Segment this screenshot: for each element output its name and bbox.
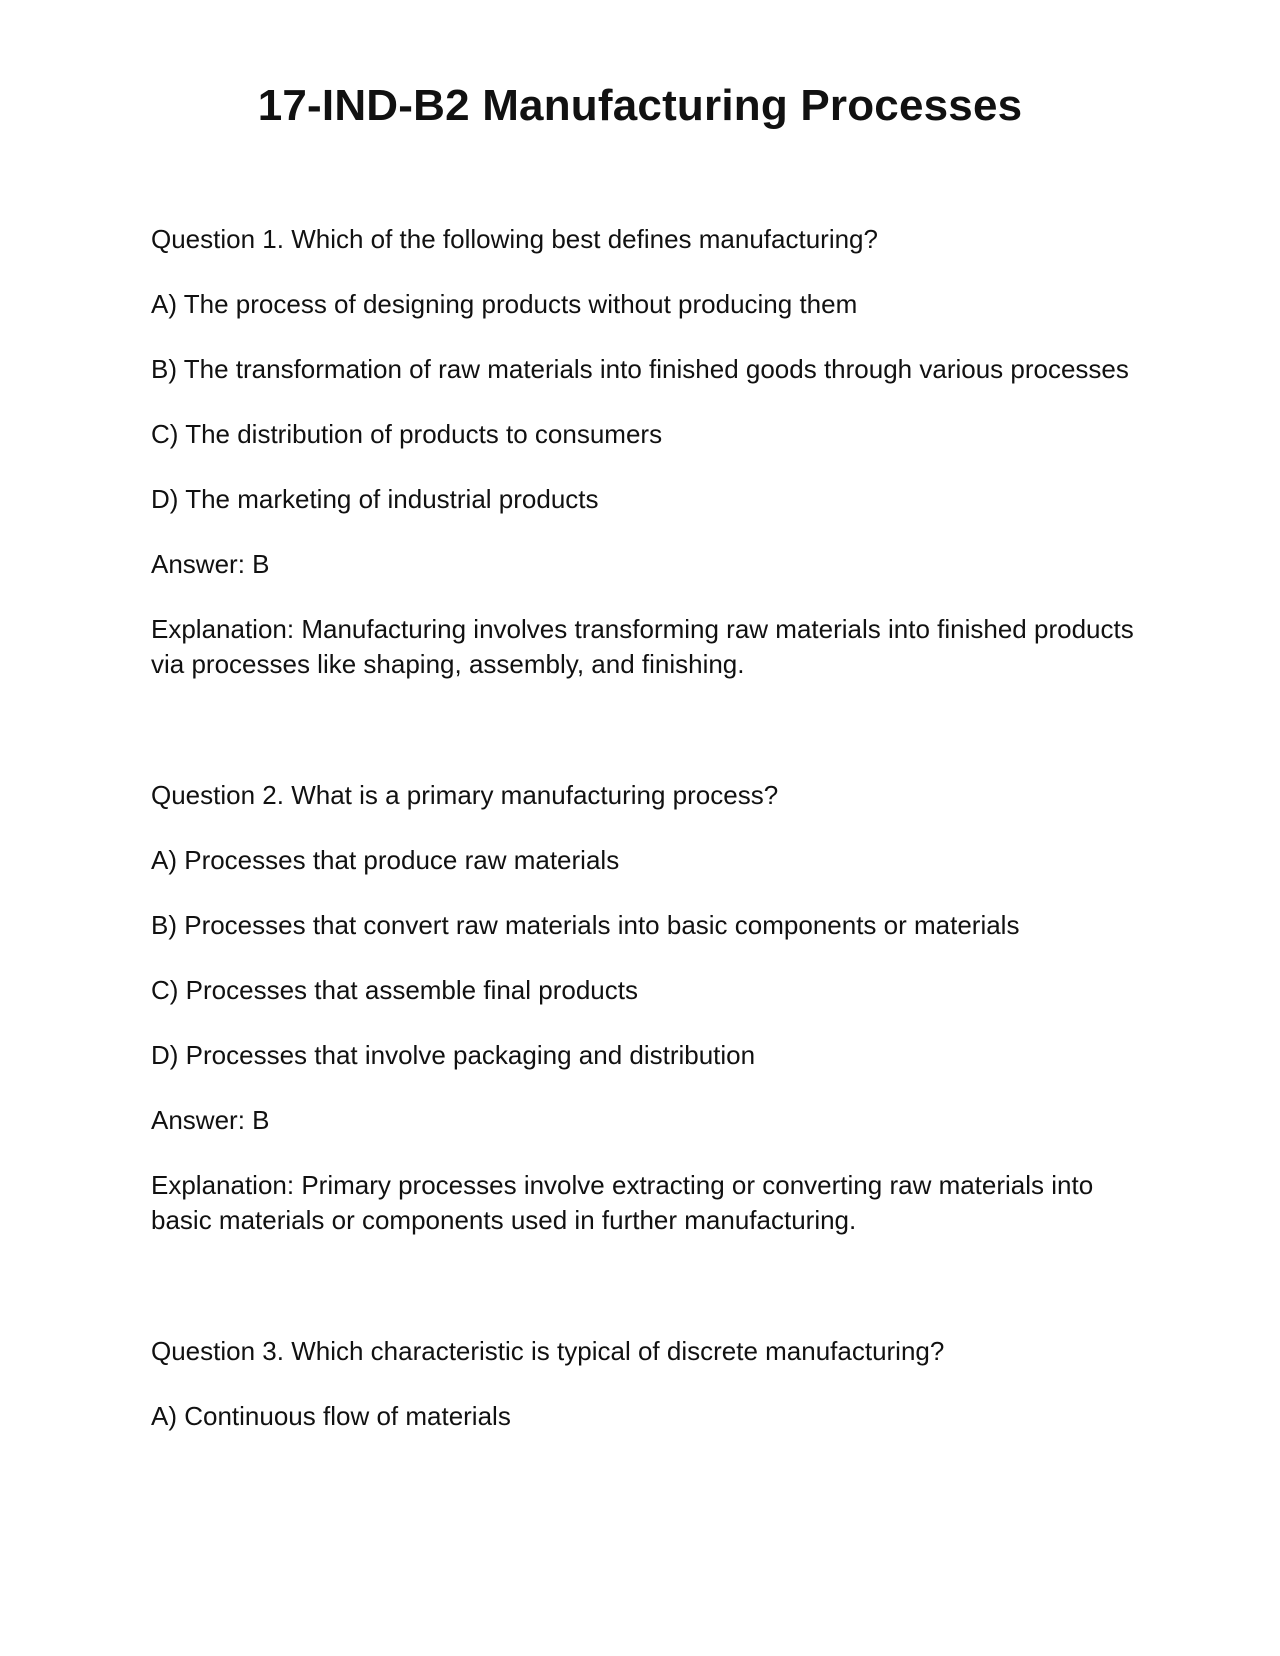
answer-key: Answer: B <box>151 1105 270 1135</box>
answer-option: A) Continuous flow of materials <box>151 1401 511 1431</box>
explanation-text: Explanation: Manufacturing involves transforming raw materials into finished products via processes like shaping, assembly, and finishing. <box>151 614 1134 679</box>
document-title: 17-IND-B2 Manufacturing Processes <box>257 81 1023 130</box>
document-body <box>151 222 1151 1464</box>
answer-option: A) Processes that produce raw materials <box>151 845 620 875</box>
answer-option: D) Processes that involve packaging and distribution <box>151 1040 756 1070</box>
explanation-text: Explanation: Primary processes involve extracting or converting raw materials into basic materials or components used in further manufacturing. <box>151 1170 1094 1235</box>
answer-option: D) The marketing of industrial products <box>151 484 599 514</box>
answer-option: B) Processes that convert raw materials into basic components or materials <box>151 910 1020 940</box>
question-block <box>151 778 1151 1238</box>
question-block <box>151 1334 1151 1434</box>
question-prompt: Question 3. Which characteristic is typical of discrete manufacturing? <box>151 1336 945 1366</box>
answer-option: C) The distribution of products to consumers <box>151 419 663 449</box>
answer-option: C) Processes that assemble final products <box>151 975 638 1005</box>
answer-option: A) The process of designing products without producing them <box>151 289 858 319</box>
answer-key: Answer: B <box>151 549 270 579</box>
answer-option: B) The transformation of raw materials into finished goods through various processes <box>151 354 1129 384</box>
question-block <box>151 222 1151 682</box>
question-prompt: Question 2. What is a primary manufacturing process? <box>151 780 779 810</box>
question-prompt: Question 1. Which of the following best defines manufacturing? <box>151 224 878 254</box>
